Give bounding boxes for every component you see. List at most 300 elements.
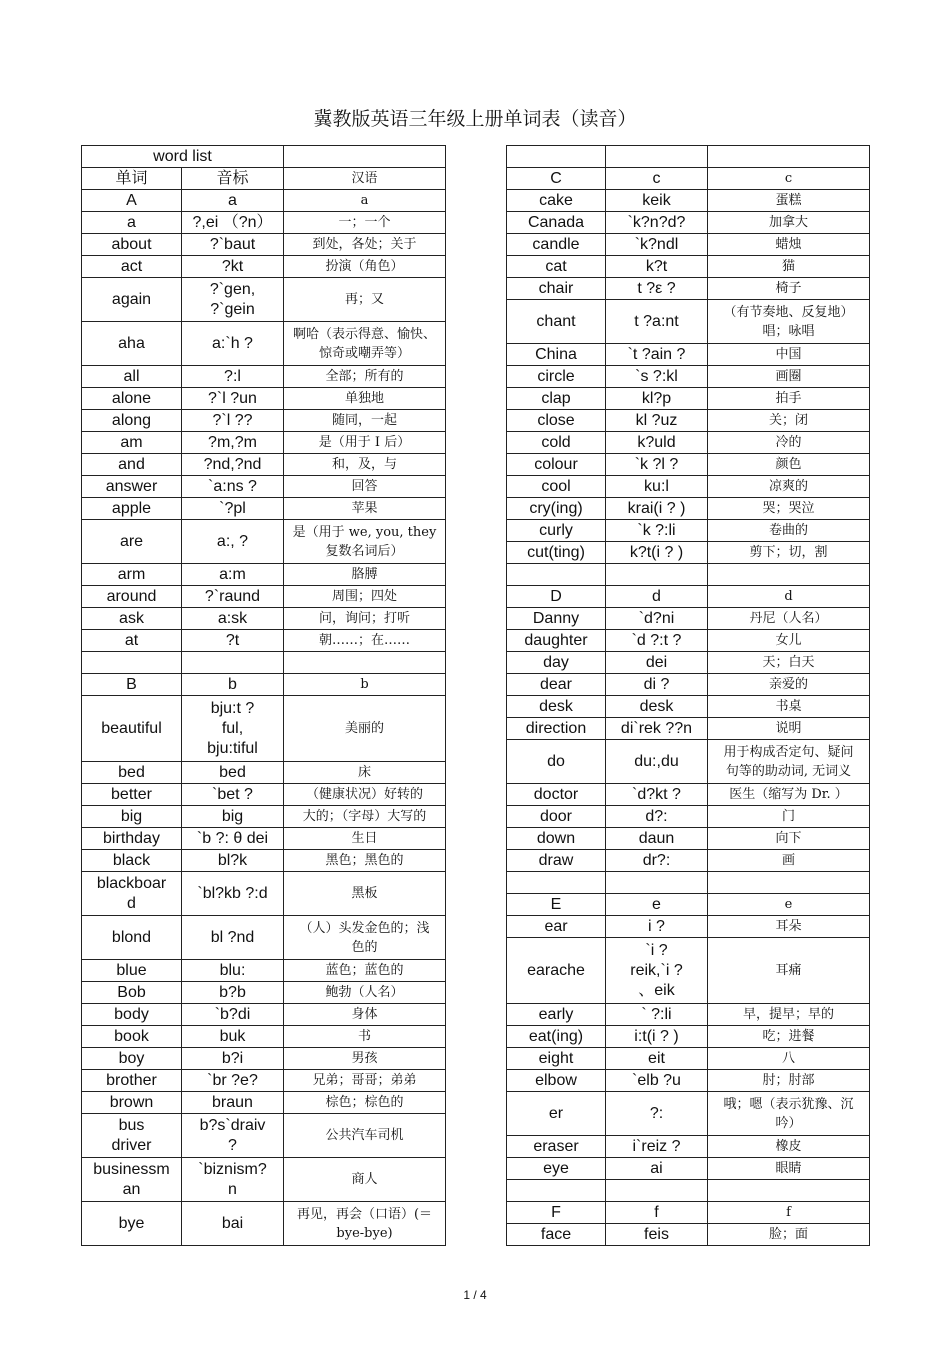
phonetic-cell: desk [606, 696, 708, 718]
word-cell [507, 564, 606, 586]
phonetic-cell: a:m [182, 564, 284, 586]
word-row [82, 1070, 446, 1092]
word-cell: bus driver [82, 1114, 182, 1158]
phonetic-cell: buk [182, 1026, 284, 1048]
word-cell: colour [507, 454, 606, 476]
meaning-cell: 苹果 [284, 498, 446, 520]
word-cell: door [507, 806, 606, 828]
word-row [507, 234, 870, 256]
word-cell: do [507, 740, 606, 784]
word-row [82, 982, 446, 1004]
meaning-cell: 生日 [284, 828, 446, 850]
meaning-cell: 用于构成否定句、疑问 句等的助动词, 无词义 [708, 740, 870, 784]
phonetic-cell: b?i [182, 1048, 284, 1070]
phonetic-cell: d [606, 586, 708, 608]
phonetic-cell: `bet ? [182, 784, 284, 806]
word-row [507, 344, 870, 366]
word-row [507, 850, 870, 872]
meaning-cell: 身体 [284, 1004, 446, 1026]
meaning-cell: 向下 [708, 828, 870, 850]
word-row [507, 542, 870, 564]
meaning-cell [708, 1180, 870, 1202]
word-row [82, 916, 446, 960]
phonetic-cell: 音标 [182, 168, 284, 190]
meaning-cell [708, 872, 870, 894]
word-cell: candle [507, 234, 606, 256]
phonetic-cell: bl?k [182, 850, 284, 872]
word-row [82, 828, 446, 850]
word-row [82, 366, 446, 388]
word-cell: big [82, 806, 182, 828]
meaning-cell: 床 [284, 762, 446, 784]
phonetic-cell: `k ?:li [606, 520, 708, 542]
page-indicator: 1 / 4 [463, 1288, 487, 1302]
phonetic-cell: `t ?ain ? [606, 344, 708, 366]
meaning-cell: 亲爱的 [708, 674, 870, 696]
word-cell: arm [82, 564, 182, 586]
meaning-cell: 扮演（角色） [284, 256, 446, 278]
word-cell: D [507, 586, 606, 608]
word-row [507, 718, 870, 740]
word-cell: er [507, 1092, 606, 1136]
word-cell: eight [507, 1048, 606, 1070]
word-row [82, 1048, 446, 1070]
phonetic-cell: k?uld [606, 432, 708, 454]
meaning-cell: 美丽的 [284, 696, 446, 762]
phonetic-cell: ?`baut [182, 234, 284, 256]
word-row [82, 212, 446, 234]
word-cell: face [507, 1224, 606, 1246]
phonetic-cell: `bl?kb ?:d [182, 872, 284, 916]
word-cell: black [82, 850, 182, 872]
meaning-cell: 加拿大 [708, 212, 870, 234]
phonetic-cell: `k?n?d? [606, 212, 708, 234]
word-row [507, 894, 870, 916]
meaning-cell: 全部；所有的 [284, 366, 446, 388]
word-cell: again [82, 278, 182, 322]
phonetic-cell: ai [606, 1158, 708, 1180]
word-row [507, 696, 870, 718]
phonetic-cell: k?t [606, 256, 708, 278]
word-row [82, 850, 446, 872]
right-word-table [506, 145, 870, 1246]
word-cell: boy [82, 1048, 182, 1070]
meaning-cell: c [708, 168, 870, 190]
phonetic-cell: e [606, 894, 708, 916]
meaning-cell: 说明 [708, 718, 870, 740]
word-cell: down [507, 828, 606, 850]
meaning-cell: 和，及，与 [284, 454, 446, 476]
meaning-cell: （人）头发金色的；浅 色的 [284, 916, 446, 960]
meaning-cell: 蜡烛 [708, 234, 870, 256]
word-row [82, 1026, 446, 1048]
word-row [82, 190, 446, 212]
phonetic-cell: daun [606, 828, 708, 850]
phonetic-cell: `biznism? n [182, 1158, 284, 1202]
word-cell: apple [82, 498, 182, 520]
word-row [507, 1180, 870, 1202]
meaning-cell: 天；白天 [708, 652, 870, 674]
meaning-cell [708, 146, 870, 168]
meaning-cell: 大的；（字母）大写的 [284, 806, 446, 828]
phonetic-cell: bl ?nd [182, 916, 284, 960]
meaning-cell: 橡皮 [708, 1136, 870, 1158]
word-cell: answer [82, 476, 182, 498]
word-row [82, 278, 446, 322]
word-row [82, 432, 446, 454]
word-cell: body [82, 1004, 182, 1026]
phonetic-cell: di`rek ??n [606, 718, 708, 740]
meaning-cell: 随同，一起 [284, 410, 446, 432]
word-row [507, 586, 870, 608]
word-cell: doctor [507, 784, 606, 806]
word-cell: about [82, 234, 182, 256]
phonetic-cell: ?,ei （?n） [182, 212, 284, 234]
word-cell [82, 652, 182, 674]
word-cell: blue [82, 960, 182, 982]
word-row [507, 674, 870, 696]
phonetic-cell: i`reiz ? [606, 1136, 708, 1158]
word-row [82, 784, 446, 806]
word-row [82, 1004, 446, 1026]
word-cell: birthday [82, 828, 182, 850]
phonetic-cell: `a:ns ? [182, 476, 284, 498]
phonetic-cell: du:,du [606, 740, 708, 784]
meaning-cell: 脸；面 [708, 1224, 870, 1246]
word-cell: earache [507, 938, 606, 1004]
word-row [82, 256, 446, 278]
meaning-cell: 肘；肘部 [708, 1070, 870, 1092]
word-cell: direction [507, 718, 606, 740]
word-cell: close [507, 410, 606, 432]
meaning-cell: （健康状况）好转的 [284, 784, 446, 806]
phonetic-cell: bed [182, 762, 284, 784]
word-cell: bed [82, 762, 182, 784]
word-cell: cold [507, 432, 606, 454]
word-cell: aha [82, 322, 182, 366]
meaning-cell: 哭；哭泣 [708, 498, 870, 520]
word-cell: at [82, 630, 182, 652]
meaning-cell: 男孩 [284, 1048, 446, 1070]
phonetic-cell: d?: [606, 806, 708, 828]
word-row [507, 1224, 870, 1246]
word-row [507, 498, 870, 520]
word-row [507, 256, 870, 278]
meaning-cell: 汉语 [284, 168, 446, 190]
phonetic-cell: `d?ni [606, 608, 708, 630]
word-cell: book [82, 1026, 182, 1048]
word-row [82, 410, 446, 432]
word-row [507, 388, 870, 410]
word-cell: desk [507, 696, 606, 718]
meaning-cell: 鲍勃（人名） [284, 982, 446, 1004]
phonetic-cell: ?`l ?un [182, 388, 284, 410]
phonetic-cell: blu: [182, 960, 284, 982]
word-cell: better [82, 784, 182, 806]
meaning-cell: 啊哈（表示得意、愉快、 惊奇或嘲弄等） [284, 322, 446, 366]
word-row [82, 674, 446, 696]
phonetic-cell: a:, ? [182, 520, 284, 564]
word-cell: Danny [507, 608, 606, 630]
word-cell: blackboar d [82, 872, 182, 916]
word-row [507, 806, 870, 828]
phonetic-cell: kl?p [606, 388, 708, 410]
phonetic-cell: `d ?:t ? [606, 630, 708, 652]
phonetic-cell: t ?ε ? [606, 278, 708, 300]
meaning-cell [284, 146, 446, 168]
word-cell: chair [507, 278, 606, 300]
meaning-cell: 颜色 [708, 454, 870, 476]
meaning-cell: 朝……；在…… [284, 630, 446, 652]
word-cell: A [82, 190, 182, 212]
word-row [507, 1092, 870, 1136]
word-cell: around [82, 586, 182, 608]
word-cell: clap [507, 388, 606, 410]
word-cell: businessm an [82, 1158, 182, 1202]
word-cell: cut(ting) [507, 542, 606, 564]
page-title: 冀教版英语三年级上册单词表（读音） [313, 108, 637, 130]
phonetic-cell: f [606, 1202, 708, 1224]
word-row [82, 1092, 446, 1114]
word-row [82, 1202, 446, 1246]
word-cell: cat [507, 256, 606, 278]
word-cell: ear [507, 916, 606, 938]
word-cell: bye [82, 1202, 182, 1246]
word-cell: along [82, 410, 182, 432]
meaning-cell: 剪下；切，割 [708, 542, 870, 564]
word-row [82, 564, 446, 586]
phonetic-cell: c [606, 168, 708, 190]
word-cell: cool [507, 476, 606, 498]
word-row [507, 1202, 870, 1224]
meaning-cell: 八 [708, 1048, 870, 1070]
word-cell: daughter [507, 630, 606, 652]
meaning-cell [708, 564, 870, 586]
word-cell: Canada [507, 212, 606, 234]
word-row [82, 388, 446, 410]
word-cell: circle [507, 366, 606, 388]
word-cell: elbow [507, 1070, 606, 1092]
word-cell: eraser [507, 1136, 606, 1158]
phonetic-cell: a [182, 190, 284, 212]
meaning-cell: 关；闭 [708, 410, 870, 432]
phonetic-cell: `d?kt ? [606, 784, 708, 806]
word-row [507, 938, 870, 1004]
word-row [82, 872, 446, 916]
word-row [507, 1004, 870, 1026]
word-cell: C [507, 168, 606, 190]
meaning-cell: 凉爽的 [708, 476, 870, 498]
phonetic-cell: keik [606, 190, 708, 212]
word-row [507, 520, 870, 542]
word-row [82, 454, 446, 476]
meaning-cell: 公共汽车司机 [284, 1114, 446, 1158]
meaning-cell: 耳痛 [708, 938, 870, 1004]
phonetic-cell: `elb ?u [606, 1070, 708, 1092]
word-row [507, 190, 870, 212]
phonetic-cell: `br ?e? [182, 1070, 284, 1092]
word-cell: brown [82, 1092, 182, 1114]
phonetic-cell: ?kt [182, 256, 284, 278]
word-row [82, 476, 446, 498]
meaning-cell: 画 [708, 850, 870, 872]
word-row [507, 410, 870, 432]
word-cell: dear [507, 674, 606, 696]
word-row [507, 1048, 870, 1070]
word-row [82, 960, 446, 982]
phonetic-cell: ?: [606, 1092, 708, 1136]
meaning-cell: f [708, 1202, 870, 1224]
phonetic-cell: dei [606, 652, 708, 674]
word-cell: B [82, 674, 182, 696]
meaning-cell: 黑色；黑色的 [284, 850, 446, 872]
phonetic-cell: feis [606, 1224, 708, 1246]
phonetic-cell: b [182, 674, 284, 696]
meaning-cell: 早，提早；早的 [708, 1004, 870, 1026]
meaning-cell: 卷曲的 [708, 520, 870, 542]
word-row [507, 652, 870, 674]
word-cell: China [507, 344, 606, 366]
word-row [507, 476, 870, 498]
word-row [82, 498, 446, 520]
word-cell: and [82, 454, 182, 476]
phonetic-cell [182, 652, 284, 674]
word-row [507, 1136, 870, 1158]
word-row [82, 146, 446, 168]
word-cell: brother [82, 1070, 182, 1092]
word-cell: chant [507, 300, 606, 344]
phonetic-cell: kl ?uz [606, 410, 708, 432]
phonetic-cell: ?:l [182, 366, 284, 388]
phonetic-cell: k?t(i ? ) [606, 542, 708, 564]
word-row [82, 168, 446, 190]
phonetic-cell: braun [182, 1092, 284, 1114]
phonetic-cell [606, 146, 708, 168]
word-row [507, 300, 870, 344]
word-cell: early [507, 1004, 606, 1026]
phonetic-cell: `b ?: θ dei [182, 828, 284, 850]
phonetic-cell [606, 564, 708, 586]
meaning-cell: 单独地 [284, 388, 446, 410]
meaning-cell: 椅子 [708, 278, 870, 300]
phonetic-cell: big [182, 806, 284, 828]
meaning-cell: 商人 [284, 1158, 446, 1202]
meaning-cell: 周围；四处 [284, 586, 446, 608]
phonetic-cell: a:sk [182, 608, 284, 630]
meaning-cell: 书 [284, 1026, 446, 1048]
meaning-cell: 女儿 [708, 630, 870, 652]
phonetic-cell: `?pl [182, 498, 284, 520]
word-row [507, 1158, 870, 1180]
word-cell: am [82, 432, 182, 454]
meaning-cell [284, 652, 446, 674]
word-row [82, 1158, 446, 1202]
word-row [507, 146, 870, 168]
word-row [507, 1026, 870, 1048]
word-cell: eye [507, 1158, 606, 1180]
word-row [507, 828, 870, 850]
meaning-cell: 吃；进餐 [708, 1026, 870, 1048]
word-row [82, 608, 446, 630]
word-cell: draw [507, 850, 606, 872]
phonetic-cell: bai [182, 1202, 284, 1246]
word-row [507, 630, 870, 652]
meaning-cell: d [708, 586, 870, 608]
phonetic-cell: b?b [182, 982, 284, 1004]
word-row [507, 564, 870, 586]
word-row [82, 234, 446, 256]
meaning-cell: 一；一个 [284, 212, 446, 234]
meaning-cell: 眼睛 [708, 1158, 870, 1180]
meaning-cell: 哦；嗯（表示犹豫、沉 吟） [708, 1092, 870, 1136]
word-row [507, 432, 870, 454]
phonetic-cell: t ?a:nt [606, 300, 708, 344]
meaning-cell: 画圈 [708, 366, 870, 388]
meaning-cell: b [284, 674, 446, 696]
meaning-cell: 丹尼（人名） [708, 608, 870, 630]
word-cell: eat(ing) [507, 1026, 606, 1048]
phonetic-cell: eit [606, 1048, 708, 1070]
meaning-cell: 冷的 [708, 432, 870, 454]
word-row [507, 740, 870, 784]
word-row [82, 762, 446, 784]
word-row [82, 322, 446, 366]
phonetic-cell: `i ? reik,`i ? 、eik [606, 938, 708, 1004]
phonetic-cell: krai(i ? ) [606, 498, 708, 520]
word-row [507, 168, 870, 190]
phonetic-cell: a:`h ? [182, 322, 284, 366]
phonetic-cell: `s ?:kl [606, 366, 708, 388]
word-cell: blond [82, 916, 182, 960]
phonetic-cell: ?`raund [182, 586, 284, 608]
word-cell: all [82, 366, 182, 388]
meaning-cell: 蓝色；蓝色的 [284, 960, 446, 982]
phonetic-cell: bju:t ? ful, bju:tiful [182, 696, 284, 762]
meaning-cell: a [284, 190, 446, 212]
meaning-cell: 医生（缩写为 Dr. ） [708, 784, 870, 806]
word-cell: 单词 [82, 168, 182, 190]
word-row [507, 454, 870, 476]
word-row [82, 652, 446, 674]
word-cell: word list [82, 146, 284, 168]
phonetic-cell [606, 872, 708, 894]
word-cell: day [507, 652, 606, 674]
word-cell [507, 146, 606, 168]
word-cell: Bob [82, 982, 182, 1004]
phonetic-cell: b?s`draiv ? [182, 1114, 284, 1158]
word-row [82, 1114, 446, 1158]
phonetic-cell: ?`l ?? [182, 410, 284, 432]
phonetic-cell: ?t [182, 630, 284, 652]
meaning-cell: （有节奏地、反复地） 唱；咏唱 [708, 300, 870, 344]
word-row [82, 520, 446, 564]
phonetic-cell: `k?ndl [606, 234, 708, 256]
word-cell: curly [507, 520, 606, 542]
phonetic-cell: ?m,?m [182, 432, 284, 454]
word-row [82, 630, 446, 652]
meaning-cell: 拍手 [708, 388, 870, 410]
word-row [507, 278, 870, 300]
word-row [507, 366, 870, 388]
word-cell: cake [507, 190, 606, 212]
word-cell: F [507, 1202, 606, 1224]
meaning-cell: 到处，各处；关于 [284, 234, 446, 256]
word-cell: a [82, 212, 182, 234]
meaning-cell: 再见，再会（口语）(＝ bye-bye) [284, 1202, 446, 1246]
word-row [507, 608, 870, 630]
word-row [507, 212, 870, 234]
word-row [507, 784, 870, 806]
